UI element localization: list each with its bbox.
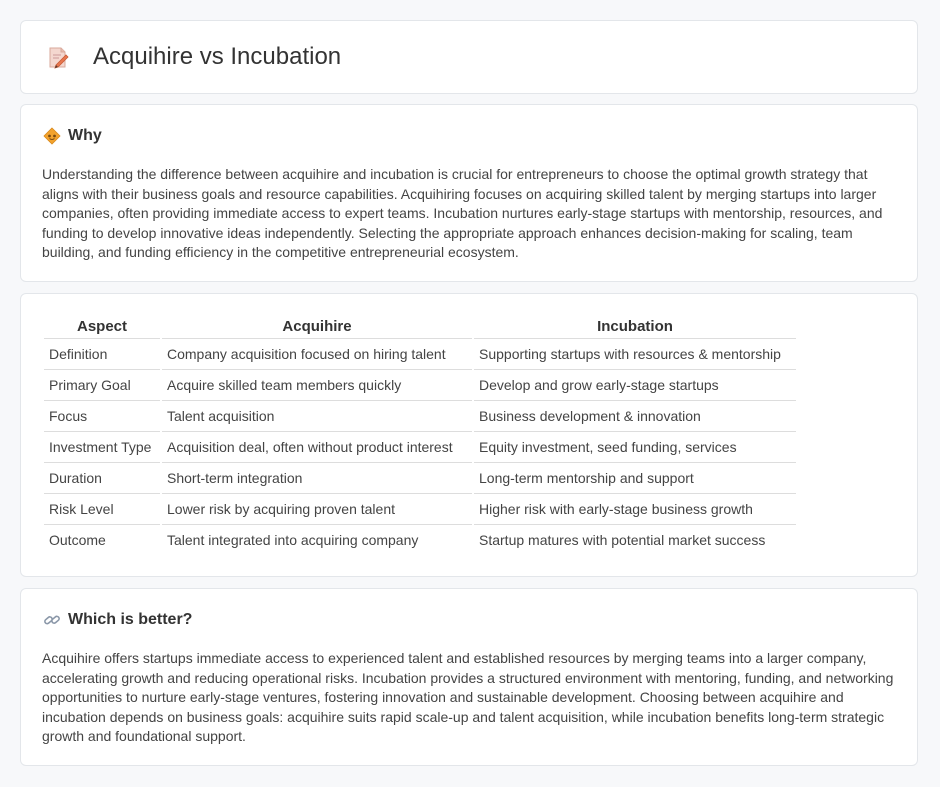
row-aspect: Duration [44, 463, 160, 494]
row-aspect: Investment Type [44, 432, 160, 463]
comparison-table [42, 315, 798, 555]
row-acquihire: Short-term integration [162, 463, 472, 494]
why-heading: Why [68, 127, 102, 144]
table-row [44, 339, 796, 370]
table-row [44, 401, 796, 432]
better-heading: Which is better? [68, 611, 193, 628]
which-better-section [20, 588, 918, 766]
row-incubation: Equity investment, seed funding, services [474, 432, 796, 463]
table-row [44, 370, 796, 401]
row-incubation: Startup matures with potential market success [479, 532, 766, 548]
table-row [44, 432, 796, 463]
row-incubation: Business development & innovation [474, 401, 796, 432]
row-acquihire: Talent integrated into acquiring company [167, 532, 419, 548]
row-aspect: Definition [44, 339, 160, 370]
row-acquihire: Acquire skilled team members quickly [162, 370, 472, 401]
why-text: Understanding the difference between acquihire and incubation is crucial for entrepreneurs to choose the optimal growth strategy that aligns with their business goals and resource capabilities. Acquihiring focuses on acquiring skilled talent by merging startups into larger companies, often providing immediate access to expert teams. Incubation nurtures early-stage startups with mentorship, resources, and funding to develop innovative ideas independently. Selecting the appropriate approach enhances decision-making for scaling, team building, and funding efficiency in the competitive entrepreneurial ecosystem. [42, 166, 883, 261]
table-row [44, 525, 796, 555]
row-aspect: Risk Level [44, 494, 160, 525]
row-aspect: Focus [44, 401, 160, 432]
row-incubation: Develop and grow early-stage startups [474, 370, 796, 401]
header-incubation: Incubation [474, 315, 796, 339]
table-row [44, 463, 796, 494]
row-acquihire: Talent acquisition [162, 401, 472, 432]
row-incubation: Supporting startups with resources & mentorship [474, 339, 796, 370]
link-icon [43, 611, 61, 629]
page-title: Acquihire vs Incubation [93, 43, 342, 70]
row-incubation: Long-term mentorship and support [474, 463, 796, 494]
document-pencil-icon [47, 46, 69, 70]
why-section [20, 104, 918, 282]
header-card [20, 20, 918, 94]
header-acquihire: Acquihire [162, 315, 472, 339]
row-aspect: Outcome [49, 532, 106, 548]
row-aspect: Primary Goal [44, 370, 160, 401]
table-row [44, 494, 796, 525]
better-text: Acquihire offers startups immediate access to experienced talent and established resources by merging teams into a larger company, accelerating growth and reducing operational risks. Incubation provides a structured environment with mentoring, funding, and networking opportunities to nurture early-stage ventures, fostering innovation and sustainable development. Choosing between acquihire and incubation depends on business goals: acquihire suits rapid scale-up and talent acquisition, while incubation benefits long-term strategic growth and foundational support. [42, 650, 894, 745]
comparison-section [20, 293, 918, 577]
row-acquihire: Acquisition deal, often without product interest [162, 432, 472, 463]
row-acquihire: Company acquisition focused on hiring talent [162, 339, 472, 370]
row-acquihire: Lower risk by acquiring proven talent [162, 494, 472, 525]
better-heading-row [43, 611, 192, 629]
why-heading-row [43, 127, 102, 145]
header-aspect: Aspect [44, 315, 160, 339]
row-incubation: Higher risk with early-stage business growth [474, 494, 796, 525]
table-header-row [44, 315, 796, 339]
diamond-signal-icon [43, 127, 61, 145]
